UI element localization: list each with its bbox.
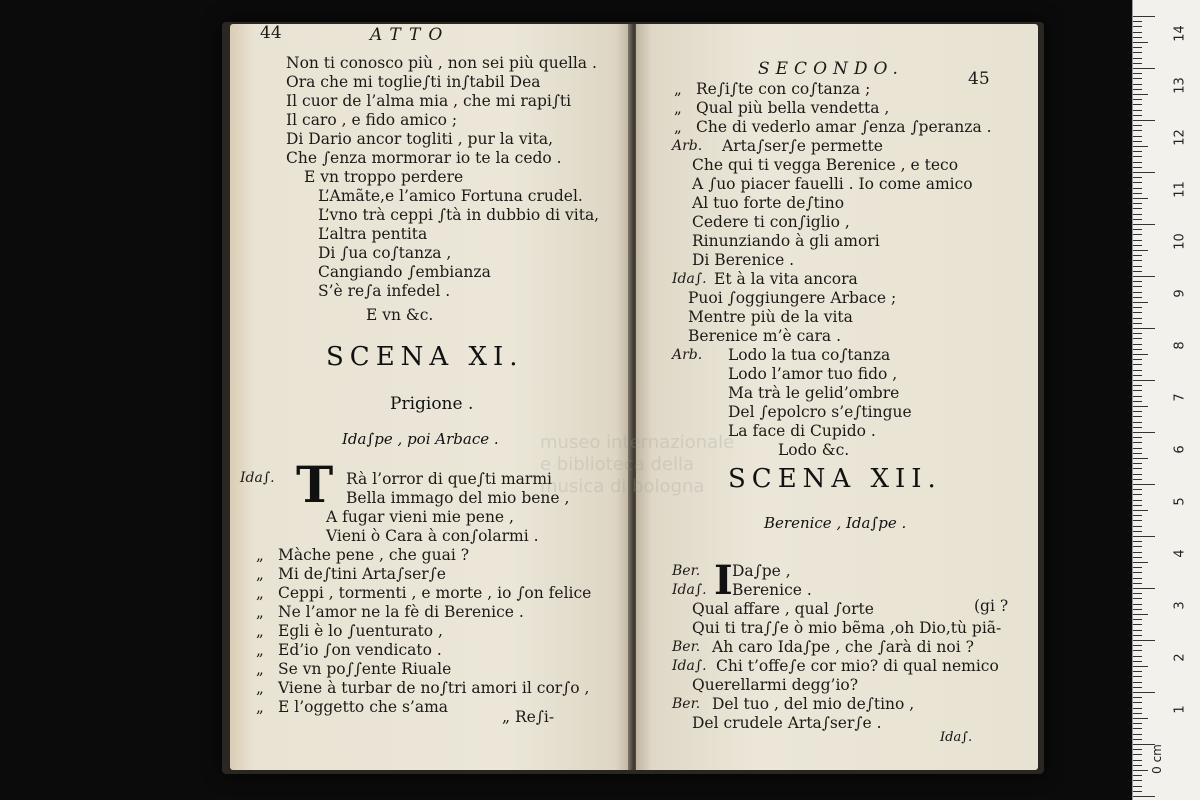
ruler-tick <box>1133 78 1142 79</box>
verse-line: S’è re∫a infedel . <box>318 282 451 300</box>
verse-line: Lodo &c. <box>778 441 850 459</box>
ruler-tick <box>1133 214 1142 215</box>
ruler-tick <box>1133 359 1142 360</box>
ruler-tick <box>1133 245 1142 246</box>
ruler-tick <box>1133 614 1148 615</box>
ruler-tick <box>1133 47 1142 48</box>
ruler-tick <box>1133 354 1148 355</box>
left-page <box>230 24 632 770</box>
verse-line: Viene à turbar de no∫tri amori il cor∫o , <box>278 679 590 697</box>
ruler-tick <box>1133 520 1142 521</box>
ruler-tick <box>1133 63 1142 64</box>
ruler-tick <box>1133 697 1142 698</box>
verse-line: Che ∫enza mormorar io te la cedo . <box>286 149 562 167</box>
ruler-tick <box>1133 442 1142 443</box>
ruler-tick <box>1133 760 1142 761</box>
verse-line: Rinunziando à gli amori <box>692 232 880 250</box>
ruler-number: 7 <box>1172 393 1188 402</box>
ruler-tick <box>1133 94 1148 95</box>
verse-line: Qui ti tra∫∫e ò mio bẽma ,oh Dio,tù piã- <box>692 619 1002 637</box>
ruler-tick <box>1133 448 1142 449</box>
verse-line: Cedere ti con∫iglio , <box>692 213 850 231</box>
ruler-tick <box>1133 546 1142 547</box>
verse-line: Arta∫ser∫e permette <box>722 137 883 155</box>
verse-line: Se vn po∫∫ente Riuale <box>278 660 452 678</box>
ruler-tick <box>1133 624 1142 625</box>
ruler-number: 2 <box>1172 653 1188 662</box>
ruler-tick <box>1133 484 1155 485</box>
ruler-number: 8 <box>1172 341 1188 350</box>
quote-mark: „ <box>674 99 682 117</box>
ruler-tick <box>1133 567 1142 568</box>
ruler-tick <box>1133 136 1142 137</box>
ruler-tick <box>1133 58 1142 59</box>
ruler-number: 13 <box>1172 77 1188 94</box>
ruler-tick <box>1133 177 1142 178</box>
ruler-tick <box>1133 110 1142 111</box>
ruler-number: 12 <box>1172 129 1188 146</box>
library-watermark: museo internazionale e biblioteca della musica di bologna <box>540 432 735 497</box>
quote-mark: „ <box>256 679 264 697</box>
ruler-tick <box>1133 26 1142 27</box>
ruler-tick <box>1133 682 1142 683</box>
ruler-tick <box>1133 193 1142 194</box>
ruler-tick <box>1133 598 1142 599</box>
ruler-number: 1 <box>1172 705 1188 714</box>
ruler-tick <box>1133 297 1142 298</box>
verse-line: Ceppi , tormenti , e morte , io ∫on felice <box>278 584 592 602</box>
verse-line: Il cuor de l’alma mia , che mi rapi∫ti <box>286 92 572 110</box>
ruler-tick <box>1133 115 1142 116</box>
ruler-tick <box>1133 52 1142 53</box>
ruler-tick <box>1133 531 1142 532</box>
right-page-number: 45 <box>968 69 990 89</box>
ruler-tick <box>1133 219 1142 220</box>
left-catchword: „ Re∫i- <box>502 708 555 726</box>
verse-line: L’vno trà ceppi ∫tà in dubbio di vita, <box>318 206 600 224</box>
ruler-tick <box>1133 739 1142 740</box>
ruler-tick <box>1133 515 1142 516</box>
ruler-tick <box>1133 307 1142 308</box>
scene-xi-title: SCENA XI. <box>326 342 524 372</box>
quote-mark: „ <box>674 80 682 98</box>
verse-line: Puoi ∫oggiungere Arbace ; <box>688 289 897 307</box>
ruler-tick <box>1133 125 1142 126</box>
ruler-tick <box>1133 318 1142 319</box>
ruler-tick <box>1133 167 1142 168</box>
ruler-tick <box>1133 526 1142 527</box>
ruler-tick <box>1133 146 1148 147</box>
ruler-tick <box>1133 708 1142 709</box>
ruler-tick <box>1133 104 1142 105</box>
ruler-tick <box>1133 411 1142 412</box>
verse-line: Querellarmi degg’io? <box>692 676 859 694</box>
quote-mark: „ <box>256 603 264 621</box>
verse-line: Il caro , e fido amico ; <box>286 111 458 129</box>
ruler-tick <box>1133 385 1142 386</box>
verse-line: Egli è lo ∫uenturato , <box>278 622 443 640</box>
ruler-tick <box>1133 604 1142 605</box>
verse-line: Màche pene , che guai ? <box>278 546 470 564</box>
ruler-tick <box>1133 370 1142 371</box>
ruler-tick <box>1133 609 1142 610</box>
ruler-number: 14 <box>1172 25 1188 42</box>
verse-line: Non ti conosco più , non sei più quella . <box>286 54 597 72</box>
verse-line: Chi t’offe∫e cor mio? di qual nemico <box>716 657 999 675</box>
ruler-number: 4 <box>1172 549 1188 558</box>
ruler-tick <box>1133 32 1142 33</box>
ruler-tick <box>1133 479 1142 480</box>
verse-line: A ∫uo piacer fauelli . Io come amico <box>692 175 973 193</box>
ruler-unit-label: 0 cm <box>1149 744 1164 774</box>
ruler-tick <box>1133 172 1155 173</box>
ruler-tick <box>1133 562 1148 563</box>
ruler-tick <box>1133 260 1142 261</box>
ruler-tick <box>1133 650 1142 651</box>
ruler-tick <box>1133 432 1155 433</box>
ruler-tick <box>1133 286 1142 287</box>
ruler-tick <box>1133 692 1155 693</box>
scene-xi-characters: Ida∫pe , poi Arbace . <box>342 430 499 448</box>
verse-line: L’altra pentita <box>318 225 428 243</box>
measurement-ruler <box>1132 0 1200 800</box>
verse-line: Re∫i∫te con co∫tanza ; <box>696 80 871 98</box>
verse-line: A fugar vieni mie pene , <box>326 508 514 526</box>
ruler-tick <box>1133 734 1142 735</box>
ruler-tick <box>1133 396 1142 397</box>
ruler-tick <box>1133 182 1142 183</box>
quote-mark: „ <box>674 118 682 136</box>
quote-mark: „ <box>256 546 264 564</box>
ruler-tick <box>1133 68 1155 69</box>
right-page <box>636 24 1038 770</box>
ruler-tick <box>1133 728 1142 729</box>
ruler-tick <box>1133 120 1155 121</box>
ruler-tick <box>1133 437 1142 438</box>
verse-line: Berenice m’è cara . <box>688 327 842 345</box>
ruler-tick <box>1133 302 1148 303</box>
speaker-label: Ber. <box>672 639 701 655</box>
ruler-tick <box>1133 276 1155 277</box>
ruler-tick <box>1133 572 1142 573</box>
verse-line: Lodo l’amor tuo fido , <box>728 365 898 383</box>
ruler-tick <box>1133 749 1142 750</box>
ruler-tick <box>1133 203 1142 204</box>
ruler-tick <box>1133 349 1142 350</box>
ruler-tick <box>1133 635 1142 636</box>
ruler-tick <box>1133 89 1142 90</box>
ruler-tick <box>1133 427 1142 428</box>
ruler-tick <box>1133 338 1142 339</box>
ruler-tick <box>1133 208 1142 209</box>
right-running-header: SECONDO. <box>758 59 904 79</box>
verse-line: E vn troppo perdere <box>304 168 464 186</box>
verse-line: Cangiando ∫embianza <box>318 263 491 281</box>
ruler-tick <box>1133 271 1142 272</box>
ruler-tick <box>1133 99 1142 100</box>
ruler-tick <box>1133 162 1142 163</box>
ruler-tick <box>1133 73 1142 74</box>
verse-line: E l’oggetto che s’ama <box>278 698 449 716</box>
ruler-tick <box>1133 42 1148 43</box>
ruler-tick <box>1133 344 1142 345</box>
ruler-tick <box>1133 422 1142 423</box>
ruler-tick <box>1133 796 1155 797</box>
scene-xii-title: SCENA XII. <box>728 464 942 494</box>
ruler-tick <box>1133 281 1142 282</box>
ruler-tick <box>1133 234 1142 235</box>
verse-line: E vn &c. <box>366 306 434 324</box>
ruler-tick <box>1133 198 1148 199</box>
speaker-label: Ida∫. <box>240 470 275 486</box>
verse-line: Et à la vita ancora <box>714 270 858 288</box>
ruler-tick <box>1133 656 1142 657</box>
ruler-tick <box>1133 463 1142 464</box>
ruler-tick <box>1133 312 1142 313</box>
ruler-tick <box>1133 328 1155 329</box>
ruler-tick <box>1133 718 1148 719</box>
verse-line: Ne l’amor ne la fè di Berenice . <box>278 603 524 621</box>
ruler-tick <box>1133 37 1142 38</box>
verse-line: Del tuo , del mio de∫tino , <box>712 695 915 713</box>
verse-line: Mi de∫tini Arta∫ser∫e <box>278 565 446 583</box>
speaker-label: Ida∫. <box>672 582 707 598</box>
verse-line: Del ∫epolcro s’e∫tingue <box>728 403 912 421</box>
verse-line: Che qui ti vegga Berenice , e teco <box>692 156 959 174</box>
ruler-tick <box>1133 188 1142 189</box>
ruler-tick <box>1133 84 1142 85</box>
speaker-label: Ber. <box>672 696 701 712</box>
speaker-label: Arb. <box>672 138 703 154</box>
verse-line: Ah caro Ida∫pe , che ∫arà di noi ? <box>712 638 974 656</box>
drop-capital-i: I <box>714 557 733 604</box>
ruler-tick <box>1133 770 1148 771</box>
verse-line: Qual affare , qual ∫orte <box>692 600 874 618</box>
ruler-tick <box>1133 390 1142 391</box>
ruler-tick <box>1133 541 1142 542</box>
ruler-tick <box>1133 151 1142 152</box>
ruler-tick <box>1133 676 1142 677</box>
ruler-tick <box>1133 593 1142 594</box>
ruler-tick <box>1133 333 1142 334</box>
ruler-tick <box>1133 505 1142 506</box>
ruler-number: 11 <box>1172 181 1188 198</box>
verse-line: Rà l’orror di que∫ti marmi <box>346 470 552 488</box>
ruler-tick <box>1133 141 1142 142</box>
ruler-tick <box>1133 468 1142 469</box>
ruler-number: 9 <box>1172 289 1188 298</box>
verse-line: Lodo la tua co∫tanza <box>728 346 891 364</box>
ruler-tick <box>1133 791 1142 792</box>
quote-mark: „ <box>256 622 264 640</box>
ruler-tick <box>1133 640 1155 641</box>
ruler-tick <box>1133 229 1142 230</box>
ruler-tick <box>1133 364 1142 365</box>
ruler-tick <box>1133 723 1142 724</box>
ruler-tick <box>1133 765 1142 766</box>
ruler-tick <box>1133 702 1142 703</box>
ruler-tick <box>1133 775 1142 776</box>
quote-mark: „ <box>256 660 264 678</box>
ruler-tick <box>1133 780 1142 781</box>
turnover-word: (gi ? <box>974 597 1009 615</box>
ruler-tick <box>1133 786 1142 787</box>
verse-line: Vieni ò Cara à con∫olarmi . <box>326 527 539 545</box>
ruler-tick <box>1133 380 1155 381</box>
ruler-tick <box>1133 578 1142 579</box>
ruler-tick <box>1133 16 1155 17</box>
verse-line: L’Amãte,e l’amico Fortuna crudel. <box>318 187 583 205</box>
speaker-label: Arb. <box>672 347 703 363</box>
ruler-tick <box>1133 671 1142 672</box>
verse-line: Del crudele Arta∫ser∫e . <box>692 714 882 732</box>
ruler-tick <box>1133 661 1142 662</box>
ruler-tick <box>1133 645 1142 646</box>
ruler-tick <box>1133 494 1142 495</box>
verse-line: Che di vederlo amar ∫enza ∫peranza . <box>696 118 992 136</box>
scene-xi-place: Prigione . <box>390 394 474 414</box>
ruler-tick <box>1133 754 1142 755</box>
verse-line: Ed’io ∫on vendicato . <box>278 641 442 659</box>
ruler-tick <box>1133 250 1148 251</box>
verse-line: Di Berenice . <box>692 251 795 269</box>
ruler-tick <box>1133 323 1142 324</box>
verse-line: Ma trà le gelid’ombre <box>728 384 900 402</box>
quote-mark: „ <box>256 565 264 583</box>
ruler-tick <box>1133 510 1148 511</box>
ruler-tick <box>1133 583 1142 584</box>
ruler-tick <box>1133 458 1148 459</box>
quote-mark: „ <box>256 698 264 716</box>
verse-line: Al tuo forte de∫tino <box>692 194 845 212</box>
quote-mark: „ <box>256 584 264 602</box>
ruler-tick <box>1133 630 1142 631</box>
verse-line: Berenice . <box>732 581 812 599</box>
ruler-number: 10 <box>1172 233 1188 250</box>
verse-line: Di ∫ua co∫tanza , <box>318 244 452 262</box>
ruler-tick <box>1133 713 1142 714</box>
ruler-tick <box>1133 224 1155 225</box>
ruler-tick <box>1133 130 1142 131</box>
ruler-number: 5 <box>1172 497 1188 506</box>
verse-line: Di Dario ancor togliti , pur la vita, <box>286 130 554 148</box>
ruler-tick <box>1133 240 1142 241</box>
verse-line: Da∫pe , <box>732 562 791 580</box>
right-catchword: Ida∫. <box>940 730 973 745</box>
scene-xii-characters: Berenice , Ida∫pe . <box>764 514 907 532</box>
ruler-tick <box>1133 536 1155 537</box>
ruler-tick <box>1133 557 1142 558</box>
speaker-label: Ida∫. <box>672 271 707 287</box>
ruler-tick <box>1133 500 1142 501</box>
ruler-tick <box>1133 401 1142 402</box>
verse-line: Qual più bella vendetta , <box>696 99 890 117</box>
ruler-tick <box>1133 255 1142 256</box>
ruler-number: 6 <box>1172 445 1188 454</box>
ruler-tick <box>1133 156 1142 157</box>
ruler-tick <box>1133 21 1142 22</box>
left-running-header: ATTO <box>370 25 451 45</box>
ruler-tick <box>1133 266 1142 267</box>
quote-mark: „ <box>256 641 264 659</box>
ruler-tick <box>1133 406 1148 407</box>
verse-line: Mentre più de la vita <box>688 308 853 326</box>
ruler-tick <box>1133 416 1142 417</box>
speaker-label: Ber. <box>672 563 701 579</box>
ruler-number: 3 <box>1172 601 1188 610</box>
ruler-tick <box>1133 474 1142 475</box>
ruler-tick <box>1133 292 1142 293</box>
ruler-tick <box>1133 666 1148 667</box>
ruler-tick <box>1133 489 1142 490</box>
left-page-number: 44 <box>260 24 282 43</box>
verse-line: Bella immago del mio bene , <box>346 489 570 507</box>
ruler-tick <box>1133 552 1142 553</box>
verse-line: Ora che mi toglie∫ti in∫tabil Dea <box>286 73 541 91</box>
ruler-tick <box>1133 588 1155 589</box>
ruler-tick <box>1133 453 1142 454</box>
ruler-tick <box>1133 687 1142 688</box>
drop-capital: T <box>296 455 334 514</box>
ruler-tick <box>1133 619 1142 620</box>
speaker-label: Ida∫. <box>672 658 707 674</box>
verse-line: La face di Cupido . <box>728 422 876 440</box>
ruler-tick <box>1133 375 1142 376</box>
